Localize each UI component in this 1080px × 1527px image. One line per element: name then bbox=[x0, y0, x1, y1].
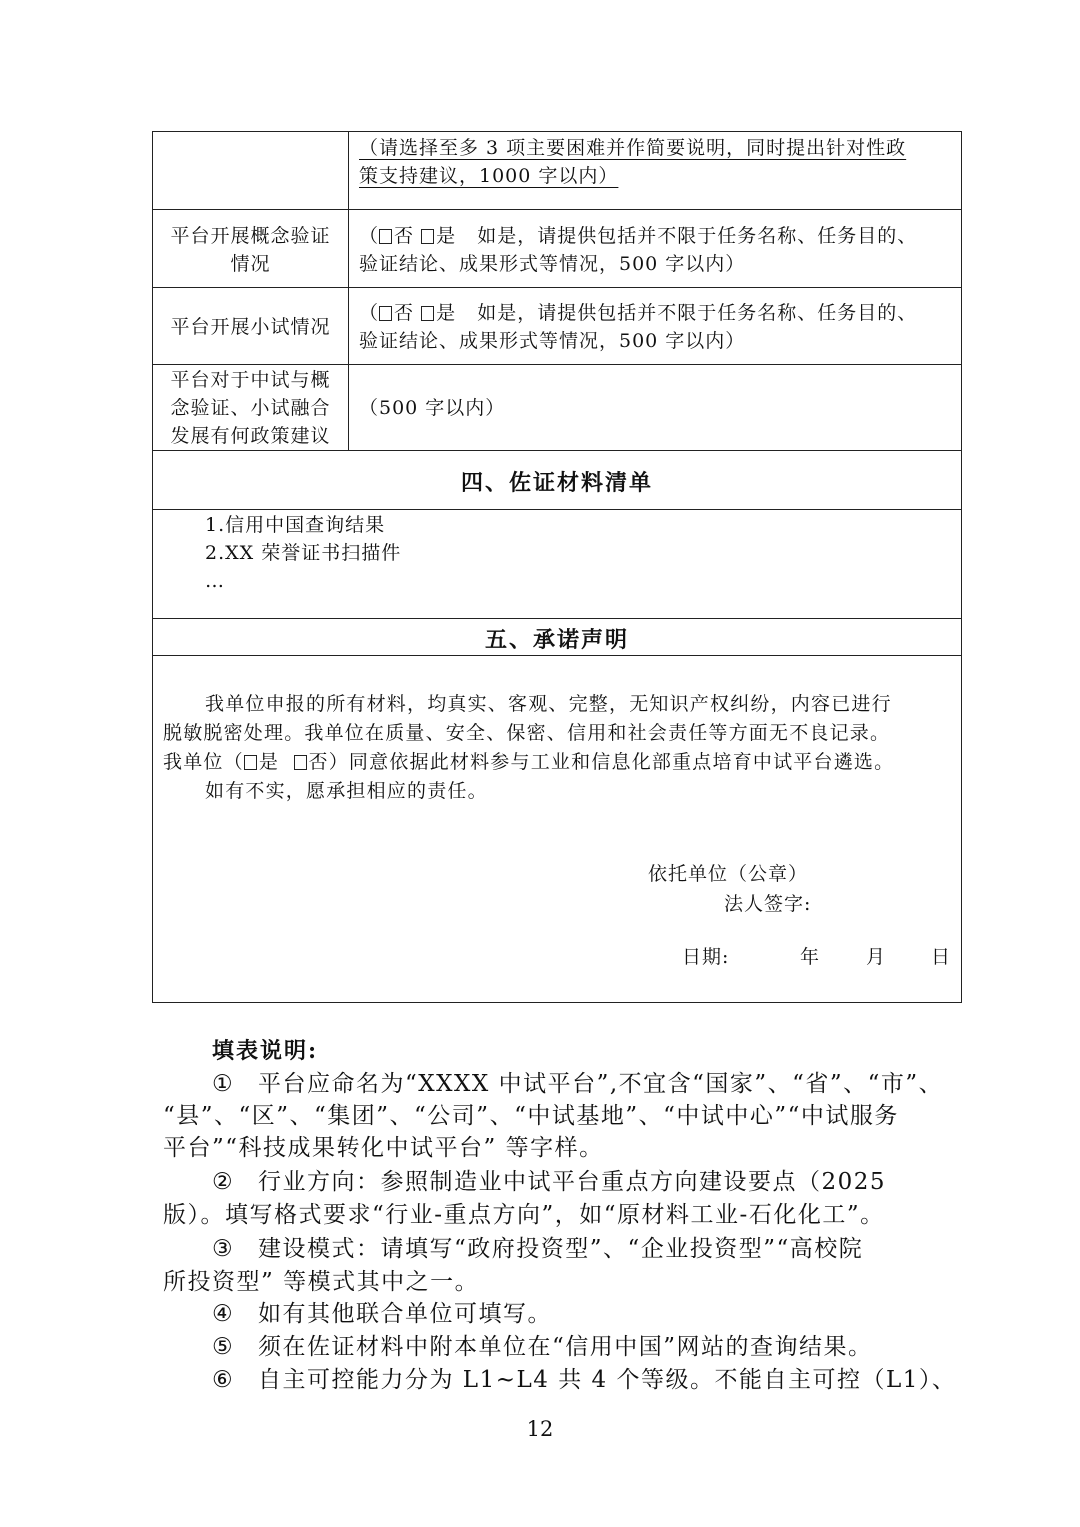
note-item-2: ② 行业方向：参照制造业中试平台重点方向建设要点（2025 bbox=[212, 1169, 887, 1195]
row-divider bbox=[153, 287, 961, 288]
row-divider bbox=[153, 655, 961, 656]
seal-label: 依托单位（公章） bbox=[648, 863, 809, 885]
column-divider bbox=[348, 132, 349, 450]
row-divider bbox=[153, 450, 961, 451]
legal-sign-label: 法人签字: bbox=[724, 893, 812, 915]
small-trial-value: （ 否 是 如是，请提供包括并不限于任务名称、任务目的、 验证结论、成果形式等情况，500 字以内） bbox=[359, 302, 918, 352]
pledge-line: 我单位（ 是 否）同意依据此材料参与工业和信息化部重点培育中试平台遴选。 bbox=[163, 751, 895, 773]
note-item-6: ⑥ 自主可控能力分为 L1~L4 共 4 个等级。不能自主可控（L1）、 bbox=[212, 1367, 957, 1393]
row-divider bbox=[153, 509, 961, 510]
policy-suggestion-value: （500 字以内） bbox=[359, 397, 506, 419]
month-label: 月 bbox=[866, 946, 887, 968]
difficulty-note: （请选择至多 3 项主要困难并作简要说明，同时提出针对性政 策支持建议，1000 字以内） bbox=[359, 137, 907, 187]
section-4-title: 四、佐证材料清单 bbox=[460, 470, 653, 496]
note-line: 所投资型” 等模式其中之一。 bbox=[163, 1269, 480, 1295]
row-divider bbox=[153, 209, 961, 210]
checkbox-no[interactable] bbox=[294, 755, 307, 770]
checkbox-yes[interactable] bbox=[421, 229, 434, 244]
pledge-line: 我单位申报的所有材料，均真实、客观、完整，无知识产权纠纷，内容已进行 bbox=[205, 693, 892, 715]
row-divider bbox=[153, 618, 961, 619]
section-5-title: 五、承诺声明 bbox=[484, 627, 629, 653]
date-label: 日期: bbox=[682, 946, 730, 968]
note-item-4: ④ 如有其他联合单位可填写。 bbox=[212, 1301, 552, 1327]
pledge-line: 如有不实，愿承担相应的责任。 bbox=[205, 780, 488, 802]
checkbox-no[interactable] bbox=[379, 229, 392, 244]
concept-verification-value: （ 否 是 如是，请提供包括并不限于任务名称、任务目的、 验证结论、成果形式等情况，500 字以内） bbox=[359, 225, 918, 275]
note-item-3: ③ 建设模式：请填写“政府投资型”、“企业投资型”“高校院 bbox=[212, 1236, 864, 1262]
small-trial-label: 平台开展小试情况 bbox=[170, 316, 331, 338]
checkbox-yes[interactable] bbox=[421, 306, 434, 321]
application-form-table bbox=[152, 131, 962, 1003]
page-number: 12 bbox=[526, 1417, 554, 1441]
list-item: 2.XX 荣誉证书扫描件 bbox=[205, 542, 402, 564]
year-label: 年 bbox=[800, 946, 821, 968]
pledge-line: 脱敏脱密处理。我单位在质量、安全、保密、信用和社会责任等方面无不良记录。 bbox=[163, 722, 891, 744]
policy-suggestion-label: 平台对于中试与概 念验证、小试融合 发展有何政策建议 bbox=[170, 369, 331, 447]
note-item-5: ⑤ 须在佐证材料中附本单位在“信用中国”网站的查询结果。 bbox=[212, 1334, 873, 1360]
checkbox-no[interactable] bbox=[379, 306, 392, 321]
note-line: 版）。填写格式要求“行业-重点方向”，如“原材料工业-石化化工”。 bbox=[163, 1202, 885, 1228]
notes-title: 填表说明: bbox=[212, 1038, 319, 1064]
checkbox-yes[interactable] bbox=[244, 755, 257, 770]
list-item: 1.信用中国查询结果 bbox=[205, 514, 386, 536]
list-item: … bbox=[205, 570, 225, 592]
day-label: 日 bbox=[931, 946, 952, 968]
note-line: 平台”“科技成果转化中试平台” 等字样。 bbox=[163, 1135, 604, 1161]
note-item-1: ① 平台应命名为“XXXX 中试平台”,不宜含“国家”、“省”、“市”、 bbox=[212, 1071, 944, 1097]
row-divider bbox=[153, 364, 961, 365]
concept-verification-label: 平台开展概念验证 情况 bbox=[170, 225, 331, 275]
note-line: “县”、“区”、“集团”、“公司”、“中试基地”、“中试中心”“中试服务 bbox=[163, 1103, 899, 1129]
